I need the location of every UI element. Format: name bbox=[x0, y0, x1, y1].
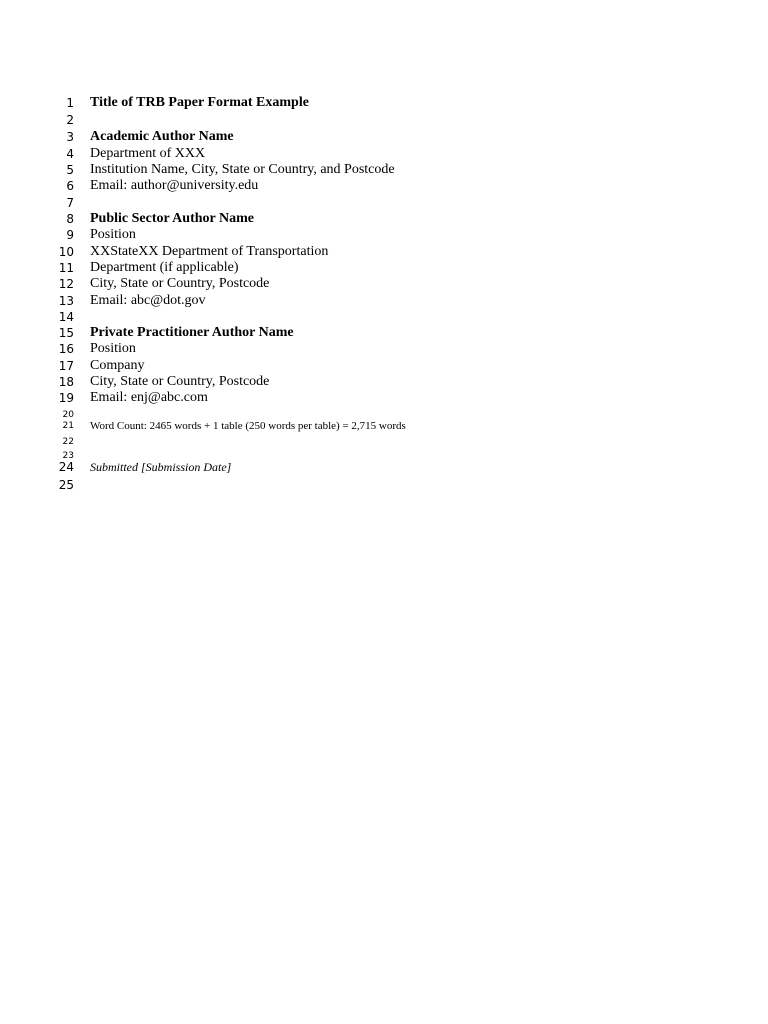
public-author-name: Public Sector Author Name bbox=[90, 211, 254, 226]
public-email: Email: abc@dot.gov bbox=[90, 293, 206, 308]
line-number: 1 bbox=[66, 96, 74, 110]
word-count: Word Count: 2465 words + 1 table (250 words per table) = 2,715 words bbox=[90, 420, 406, 432]
public-position: Position bbox=[90, 227, 136, 242]
line-number: 17 bbox=[58, 359, 74, 373]
private-email: Email: enj@abc.com bbox=[90, 390, 208, 405]
line-number: 7 bbox=[66, 196, 74, 210]
line-number: 9 bbox=[66, 228, 74, 242]
line-number: 6 bbox=[66, 179, 74, 193]
submission-date: Submitted [Submission Date] bbox=[90, 460, 232, 474]
academic-institution: Institution Name, City, State or Country, and Postcode bbox=[90, 162, 395, 177]
line-number: 5 bbox=[66, 163, 74, 177]
line-number: 24 bbox=[58, 460, 74, 474]
line-number: 16 bbox=[58, 342, 74, 356]
line-number: 14 bbox=[58, 310, 74, 324]
line-number: 19 bbox=[58, 391, 74, 405]
line-number: 2 bbox=[66, 113, 74, 127]
line-number: 18 bbox=[58, 375, 74, 389]
line-number: 20 bbox=[62, 410, 74, 420]
academic-email: Email: author@university.edu bbox=[90, 178, 259, 193]
line-number: 22 bbox=[62, 437, 74, 447]
line-number: 12 bbox=[58, 277, 74, 291]
paper-title: Title of TRB Paper Format Example bbox=[90, 95, 309, 110]
line-number: 8 bbox=[66, 212, 74, 226]
line-number: 13 bbox=[58, 294, 74, 308]
line-number: 25 bbox=[58, 478, 74, 492]
academic-department: Department of XXX bbox=[90, 146, 206, 161]
private-company: Company bbox=[90, 358, 145, 373]
line-number: 11 bbox=[58, 261, 74, 275]
private-author-name: Private Practitioner Author Name bbox=[90, 325, 294, 340]
private-position: Position bbox=[90, 341, 136, 356]
line-number: 23 bbox=[62, 451, 74, 461]
line-number: 3 bbox=[66, 130, 74, 144]
line-number: 21 bbox=[62, 421, 74, 431]
academic-author-name: Academic Author Name bbox=[90, 129, 234, 144]
public-department: Department (if applicable) bbox=[90, 260, 239, 275]
line-number: 15 bbox=[58, 326, 74, 340]
line-number: 10 bbox=[58, 245, 74, 259]
line-number: 4 bbox=[66, 147, 74, 161]
private-city: City, State or Country, Postcode bbox=[90, 374, 270, 389]
public-city: City, State or Country, Postcode bbox=[90, 276, 270, 291]
public-agency: XXStateXX Department of Transportation bbox=[90, 244, 329, 259]
